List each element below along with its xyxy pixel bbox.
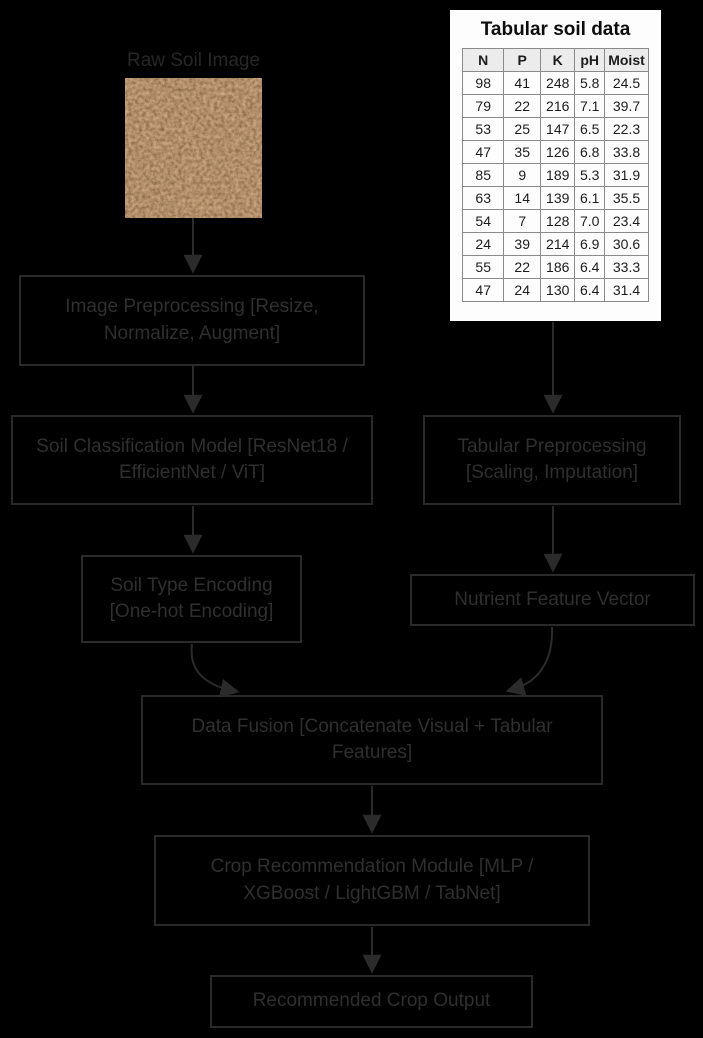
soil-table-body (463, 72, 649, 302)
soil-table-cell: 216 (541, 95, 575, 118)
soil-table-cell: 30.6 (605, 233, 649, 256)
soil-table-cell: 7.1 (575, 95, 605, 118)
soil-table-cell: 139 (541, 187, 575, 210)
node-crop-recommendation-module: Crop Recommendation Module [MLP / XGBoost / LightGBM / TabNet] (154, 835, 590, 926)
node-soil-classification-model: Soil Classification Model [ResNet18 / EfficientNet / ViT] (11, 415, 373, 505)
raw-soil-image (125, 78, 262, 218)
soil-table-cell: 79 (463, 95, 504, 118)
soil-table-cell: 6.4 (575, 279, 605, 302)
soil-table-cell: 63 (463, 187, 504, 210)
table-row (463, 141, 649, 164)
soil-table-cell: 24.5 (605, 72, 649, 95)
soil-table-cell: 130 (541, 279, 575, 302)
soil-table-cell: 85 (463, 164, 504, 187)
soil-table-cell: 22 (504, 95, 541, 118)
soil-table-cell: 22 (504, 256, 541, 279)
soil-table-cell: 5.3 (575, 164, 605, 187)
soil-data-table (462, 48, 649, 302)
soil-table-cell: 55 (463, 256, 504, 279)
table-row (463, 256, 649, 279)
table-row (463, 164, 649, 187)
soil-table-cell: 98 (463, 72, 504, 95)
soil-table-cell: 33.8 (605, 141, 649, 164)
table-row (463, 95, 649, 118)
soil-table-header-cell: pH (575, 49, 605, 72)
soil-table-cell: 186 (541, 256, 575, 279)
soil-table-cell: 128 (541, 210, 575, 233)
node-image-preprocessing: Image Preprocessing [Resize, Normalize, Augment] (19, 275, 365, 366)
soil-table-cell: 6.1 (575, 187, 605, 210)
soil-table-cell: 47 (463, 279, 504, 302)
soil-table-cell: 6.5 (575, 118, 605, 141)
soil-table-cell: 25 (504, 118, 541, 141)
table-row (463, 72, 649, 95)
soil-table-header-cell: Moist (605, 49, 649, 72)
table-row (463, 187, 649, 210)
soil-table-cell: 6.8 (575, 141, 605, 164)
soil-texture (125, 78, 262, 218)
soil-table-cell: 248 (541, 72, 575, 95)
soil-table-header-cell: N (463, 49, 504, 72)
table-row (463, 233, 649, 256)
soil-table-header-cell: K (541, 49, 575, 72)
soil-table-cell: 47 (463, 141, 504, 164)
node-recommended-crop-output: Recommended Crop Output (210, 975, 533, 1028)
soil-table-cell: 35 (504, 141, 541, 164)
soil-table-head-row (463, 49, 649, 72)
soil-table-cell: 7.0 (575, 210, 605, 233)
soil-table-cell: 189 (541, 164, 575, 187)
soil-table-cell: 35.5 (605, 187, 649, 210)
soil-table-cell: 39.7 (605, 95, 649, 118)
soil-table-cell: 7 (504, 210, 541, 233)
soil-table-cell: 22.3 (605, 118, 649, 141)
soil-table-cell: 147 (541, 118, 575, 141)
soil-table-cell: 24 (463, 233, 504, 256)
table-row (463, 210, 649, 233)
soil-table-cell: 6.9 (575, 233, 605, 256)
soil-table-cell: 23.4 (605, 210, 649, 233)
soil-table-cell: 9 (504, 164, 541, 187)
soil-table-cell: 39 (504, 233, 541, 256)
tabular-soil-data-card (450, 10, 661, 321)
soil-table-cell: 214 (541, 233, 575, 256)
table-row (463, 279, 649, 302)
arrow-encoding-to-fusion (192, 644, 234, 691)
soil-table-header-cell: P (504, 49, 541, 72)
node-data-fusion: Data Fusion [Concatenate Visual + Tabular Features] (141, 695, 603, 785)
table-title: Tabular soil data (480, 19, 631, 40)
soil-table-cell: 31.9 (605, 164, 649, 187)
arrow-nutrient-to-fusion (511, 627, 552, 690)
soil-table-cell: 41 (504, 72, 541, 95)
node-nutrient-feature-vector: Nutrient Feature Vector (410, 574, 695, 626)
soil-table-cell: 14 (504, 187, 541, 210)
soil-table-cell: 24 (504, 279, 541, 302)
soil-table-cell: 33.3 (605, 256, 649, 279)
soil-table-cell: 5.8 (575, 72, 605, 95)
table-row (463, 118, 649, 141)
soil-table-cell: 126 (541, 141, 575, 164)
soil-table-cell: 53 (463, 118, 504, 141)
soil-table-cell: 6.4 (575, 256, 605, 279)
soil-table-cell: 54 (463, 210, 504, 233)
node-tabular-preprocessing: Tabular Preprocessing [Scaling, Imputation] (423, 415, 681, 505)
raw-soil-image-label: Raw Soil Image (126, 50, 261, 71)
soil-table-cell: 31.4 (605, 279, 649, 302)
node-soil-type-encoding: Soil Type Encoding [One-hot Encoding] (81, 555, 302, 643)
